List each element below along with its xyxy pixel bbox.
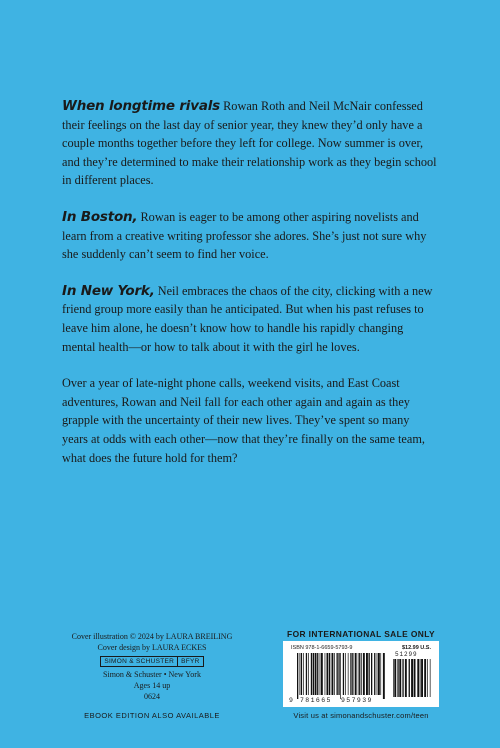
illustration-credit: Cover illustration © 2024 by LAURA BREILING: [71, 632, 233, 641]
barcode-digits-right: 957939: [341, 697, 373, 704]
paragraph-text: Over a year of late-night phone calls, weekend visits, and East Coast adventures, Rowan and Neil fall for each other again and again as they grapple with the uncertainty of their new lives. They’ve spent so many years at odds with each other—now that they’re finally on the same team, what does the future hold for them?: [62, 376, 425, 465]
paragraph-1: [62, 97, 438, 190]
paragraph-text: Rowan Roth and Neil McNair confessed their feelings on the last day of senior year, they knew they’d only have a couple months together before they left for college. Now summer is over, and they’re determined to make their relationship work as they begin school in different places.: [62, 99, 437, 188]
imprint-logo: [100, 656, 203, 667]
imprint-bfyr: BFYR: [177, 657, 203, 666]
paragraph-4: [62, 374, 438, 467]
price-label: $12.99 U.S.: [401, 645, 431, 651]
international-sale-note: FOR INTERNATIONAL SALE ONLY: [287, 629, 435, 639]
imprint-name: SIMON & SCHUSTER: [104, 658, 175, 665]
barcode-panel: [283, 641, 439, 707]
isbn-number: ISBN 978-1-6659-5793-9: [291, 645, 353, 651]
barcode-addon-digits: 51299: [395, 651, 418, 658]
age-range: Ages 14 up: [133, 681, 171, 690]
paragraph-3: [62, 282, 438, 356]
paragraph-text: Neil embraces the chaos of the city, clicking with a new friend group more easily than he anticipated. But when his past refuses to leave him alone, he doesn’t know how to handle his rapidly changing mental health—or how to talk about it with the girl he loves.: [62, 283, 433, 354]
barcode-digits-left: 781665: [300, 697, 332, 704]
print-code: 0624: [144, 692, 160, 701]
ebook-note: EBOOK EDITION ALSO AVAILABLE: [84, 711, 220, 720]
publisher-line: Simon & Schuster • New York: [103, 670, 201, 679]
book-description: [62, 97, 438, 485]
paragraph-lead: In Boston,: [62, 208, 138, 225]
paragraph-2: [62, 208, 438, 264]
cover-credits: [62, 631, 242, 702]
paragraph-lead: In New York,: [62, 282, 155, 299]
paragraph-lead: When longtime rivals: [62, 98, 221, 114]
design-credit: Cover design by LAURA ECKES: [97, 643, 207, 652]
paragraph-text: Rowan is eager to be among other aspiring novelists and learn from a creative writing professor she adores. She’s just not sure why she suddenly can’t seem to find her voice.: [62, 209, 427, 262]
website-note: Visit us at simonandschuster.com/teen: [293, 711, 429, 720]
barcode-lead-digit: 9: [289, 697, 293, 704]
